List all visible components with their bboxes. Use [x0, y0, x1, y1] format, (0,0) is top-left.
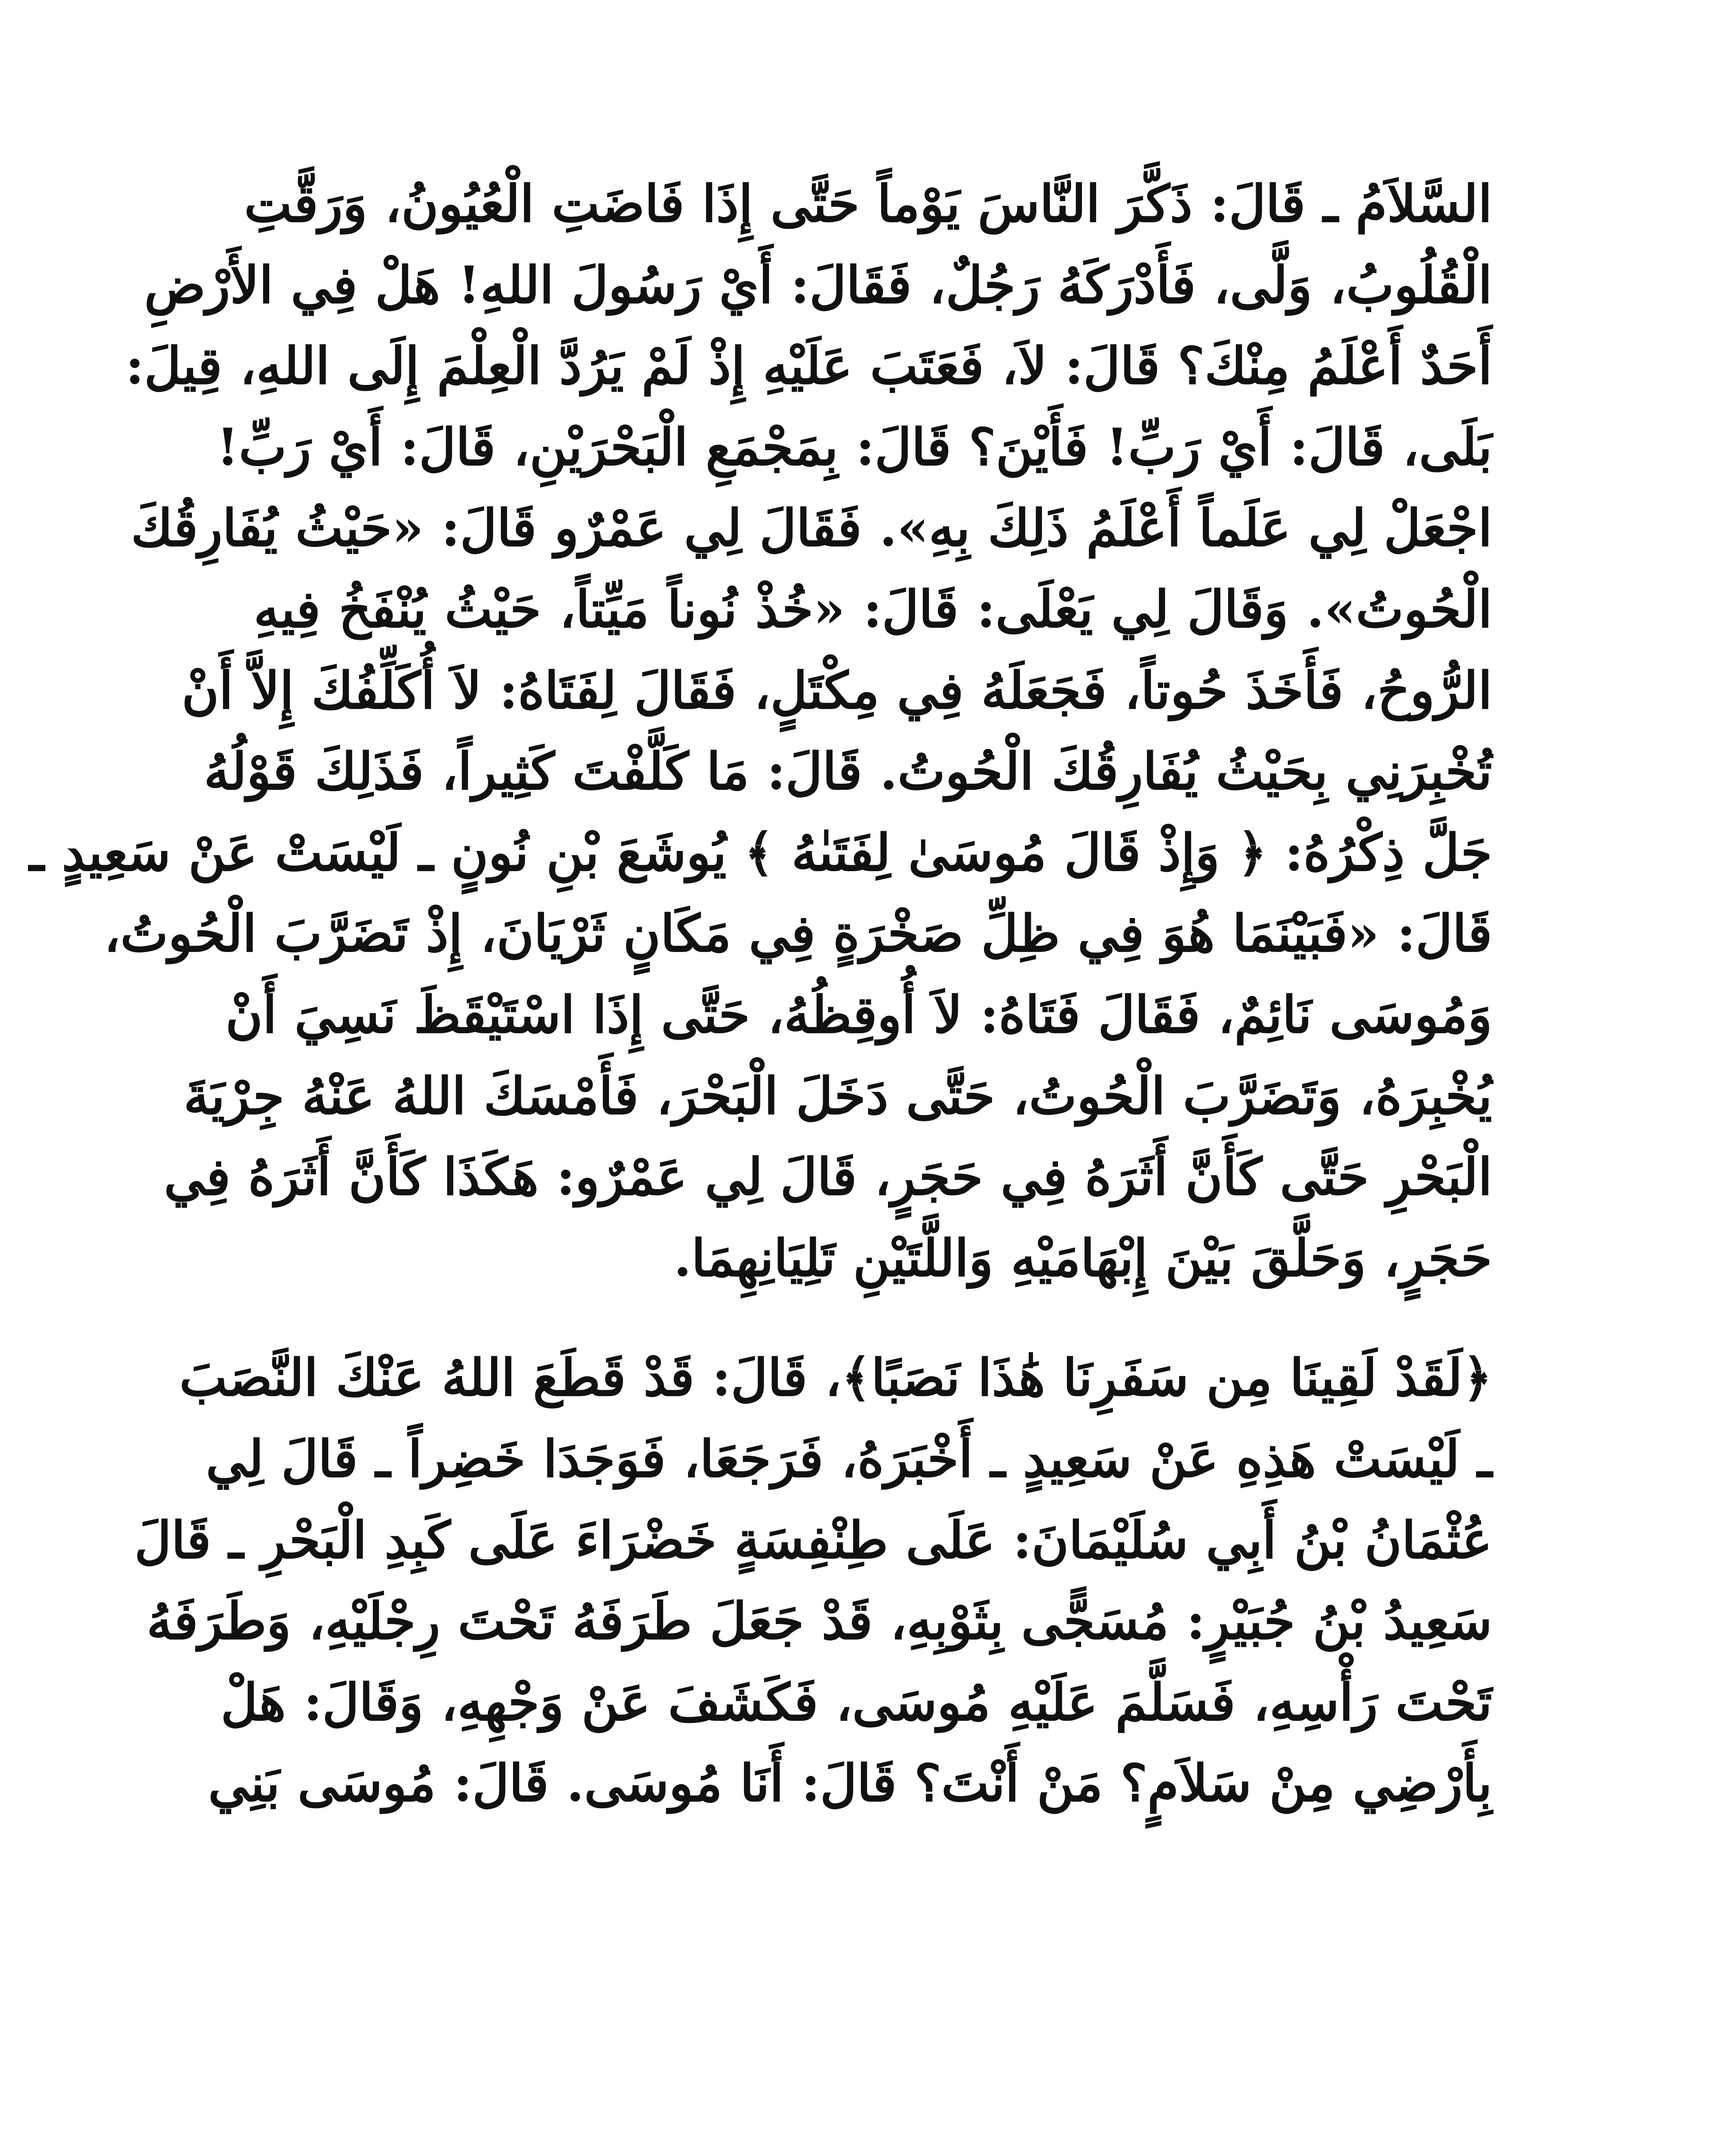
- text-line: حَجَرٍ، وَحَلَّقَ بَيْنَ إِبْهَامَيْهِ وَاللَّتَيْنِ تَلِيَانِهِمَا.: [673, 1228, 1492, 1288]
- text-line: الْبَحْرِ حَتَّى كَأَنَّ أَثَرَهُ فِي حَجَرٍ، قَالَ لِي عَمْرٌو: هَكَذَا كَأَنَّ أَثَرَهُ فِي: [164, 1147, 1492, 1207]
- text-line: وَمُوسَى نَائِمٌ، فَقَالَ فَتَاهُ: لاَ أُوقِظُهُ، حَتَّى إِذَا اسْتَيْقَظَ نَسِيَ أَنْ: [225, 984, 1492, 1044]
- text-line: السَّلاَمُ ـ قَالَ: ذَكَّرَ النَّاسَ يَوْماً حَتَّى إِذَا فَاضَتِ الْعُيُونُ، وَرَقَّتِ: [244, 174, 1492, 233]
- page-body-text: [29, 163, 1492, 1824]
- text-line: الْحُوتُ». وَقَالَ لِي يَعْلَى: قَالَ: «خُذْ نُوناً مَيِّتاً، حَيْثُ يُنْفَخُ فِيهِ: [254, 579, 1492, 639]
- paragraph-gap: [254, 1299, 1492, 1337]
- text-line: الْقُلُوبُ، وَلَّى، فَأَدْرَكَهُ رَجُلٌ، فَقَالَ: أَيْ رَسُولَ اللهِ! هَلْ فِي الأَرْضِ: [144, 255, 1492, 315]
- text-line: جَلَّ ذِكْرُهُ: ﴿ وَإِذْ قَالَ مُوسَىٰ لِفَتَىٰهُ ﴾ يُوشَعَ بْنِ نُونٍ ـ لَيْسَتْ عَنْ سَعِيدٍ ـ: [29, 822, 1492, 882]
- text-line: تُخْبِرَنِي بِحَيْثُ يُفَارِقُكَ الْحُوتُ. قَالَ: مَا كَلَّفْتَ كَثِيراً، فَذَلِكَ قَوْلُهُ: [204, 741, 1492, 802]
- text-line: اجْعَلْ لِي عَلَماً أَعْلَمُ ذَلِكَ بِهِ». فَقَالَ لِي عَمْرٌو قَالَ: «حَيْثُ يُفَارِقُكَ: [131, 498, 1492, 558]
- text-line: بَلَى، قَالَ: أَيْ رَبِّ! فَأَيْنَ؟ قَالَ: بِمَجْمَعِ الْبَحْرَيْنِ، قَالَ: أَيْ رَبِّ!: [216, 417, 1492, 477]
- text-line: يُخْبِرَهُ، وَتَضَرَّبَ الْحُوتُ، حَتَّى دَخَلَ الْبَحْرَ، فَأَمْسَكَ اللهُ عَنْهُ جِرْيَةَ: [184, 1066, 1492, 1126]
- text-line: الرُّوحُ، فَأَخَذَ حُوتاً، فَجَعَلَهُ فِي مِكْتَلٍ، فَقَالَ لِفَتَاهُ: لاَ أُكَلِّفُكَ إِلاَّ أَنْ: [181, 660, 1492, 720]
- text-line: سَعِيدُ بْنُ جُبَيْرٍ: مُسَجًّى بِثَوْبِهِ، قَدْ جَعَلَ طَرَفَهُ تَحْتَ رِجْلَيْهِ، وَطَرَفَهُ: [146, 1591, 1492, 1651]
- text-line: أَحَدٌ أَعْلَمُ مِنْكَ؟ قَالَ: لاَ، فَعَتَبَ عَلَيْهِ إِذْ لَمْ يَرُدَّ الْعِلْمَ إِلَى اللهِ، قِيلَ:: [125, 336, 1492, 396]
- text-line: قَالَ: «فَبَيْنَمَا هُوَ فِي ظِلِّ صَخْرَةٍ فِي مَكَانٍ ثَرْيَانَ، إِذْ تَضَرَّبَ الْحُوتُ،: [104, 903, 1492, 964]
- text-line: عُثْمَانُ بْنُ أَبِي سُلَيْمَانَ: عَلَى طِنْفِسَةٍ خَضْرَاءَ عَلَى كَبِدِ الْبَحْرِ ـ قَالَ: [134, 1510, 1492, 1570]
- paragraph-1: [29, 163, 1492, 1299]
- text-line: بِأَرْضِي مِنْ سَلاَمٍ؟ مَنْ أَنْتَ؟ قَالَ: أَنَا مُوسَى. قَالَ: مُوسَى بَنِي: [208, 1753, 1492, 1813]
- text-line: تَحْتَ رَأْسِهِ، فَسَلَّمَ عَلَيْهِ مُوسَى، فَكَشَفَ عَنْ وَجْهِهِ، وَقَالَ: هَلْ: [221, 1672, 1492, 1732]
- text-line: ﴿لَقَدْ لَقِينَا مِن سَفَرِنَا هَٰذَا نَصَبًا﴾، قَالَ: قَدْ قَطَعَ اللهُ عَنْكَ النَّصَبَ: [179, 1348, 1492, 1408]
- paragraph-2: [134, 1337, 1492, 1824]
- text-line: ـ لَيْسَتْ هَذِهِ عَنْ سَعِيدٍ ـ أَخْبَرَهُ، فَرَجَعَا، فَوَجَدَا خَضِراً ـ قَالَ لِي: [206, 1428, 1492, 1489]
